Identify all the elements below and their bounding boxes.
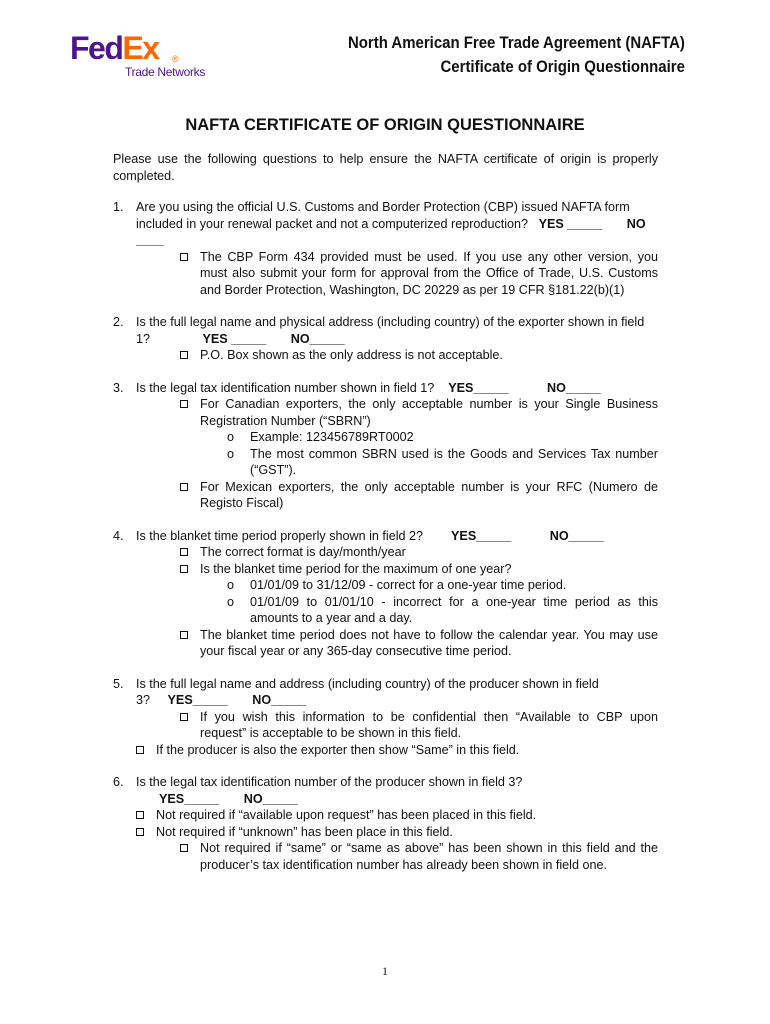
bullet-item: o 01/01/09 to 01/01/10 - incorrect for a one-year time period as this amounts to a year and a day.: [227, 594, 658, 625]
checkbox-square-icon: [180, 253, 188, 261]
document-title: NAFTA CERTIFICATE OF ORIGIN QUESTIONNAIRE: [185, 116, 585, 134]
header-title: [348, 31, 685, 79]
header-title-line1: North American Free Trade Agreement (NAFTA): [348, 33, 685, 52]
circle-bullet-icon: o: [227, 446, 235, 461]
circle-bullet-icon: o: [227, 578, 235, 592]
page-number: 1: [382, 964, 388, 978]
header-title-line2: Certificate of Origin Questionnaire: [440, 57, 685, 76]
yes-blank: YES _____: [538, 216, 603, 231]
checkbox-item: The correct format is day/month/year: [180, 544, 658, 561]
no-blank: NO_____: [290, 331, 345, 346]
no-blank: NO_____: [549, 528, 604, 543]
checkbox-item: If the producer is also the exporter then show “Same” in this field.: [136, 742, 658, 759]
checkbox-square-icon: [180, 400, 188, 408]
registered-mark: ®: [172, 54, 179, 64]
no-blank: NO_____: [546, 380, 601, 395]
circle-bullet-icon: o: [227, 430, 235, 444]
checkbox-square-icon: [180, 631, 188, 639]
checkbox-item: Not required if “unknown” has been place in this field.: [136, 824, 658, 841]
no-blank: NO_____: [252, 693, 307, 707]
question-number: 2.: [113, 315, 124, 329]
checkbox-square-icon: [180, 351, 188, 359]
bullet-item: o The most common SBRN used is the Goods and Services Tax number (“GST”).: [227, 446, 658, 477]
question-number: 6.: [113, 775, 124, 789]
yes-blank: YES_____: [159, 791, 220, 806]
checkbox-square-icon: [180, 565, 188, 573]
checkbox-item: Not required if “available upon request” has been placed in this field.: [136, 807, 658, 824]
no-blank: NO_____: [243, 791, 298, 806]
bullet-item: o Example: 123456789RT0002: [227, 430, 414, 444]
question-text: Is the blanket time period properly shown in field 2?: [136, 528, 424, 543]
fedex-trade-networks-logo: [70, 30, 220, 82]
question-5: [113, 676, 658, 759]
checkbox-square-icon: [136, 811, 144, 819]
no-blank: NO ____: [136, 216, 646, 247]
checkbox-item: Is the blanket time period for the maximum of one year?: [180, 561, 658, 578]
question-text: Is the legal tax identification number shown in field 1?: [136, 380, 435, 395]
question-3: [113, 380, 658, 512]
yes-blank: YES _____: [202, 331, 267, 346]
checkbox-item: For Canadian exporters, the only acceptable number is your Single Business Registration Number (“SBRN”): [180, 396, 658, 429]
logo-tagline: Trade Networks: [125, 65, 206, 79]
intro-paragraph: Please use the following questions to help ensure the NAFTA certificate of origin is properly completed.: [113, 152, 658, 183]
question-4: [113, 528, 658, 660]
question-text: Is the legal tax identification number of the producer shown in field 3?: [136, 775, 523, 789]
checkbox-item: Not required if “same” or “same as above” has been shown in this field and the producer’s tax identification number has already been shown in field one.: [180, 840, 658, 873]
checkbox-square-icon: [136, 746, 144, 754]
checkbox-square-icon: [180, 483, 188, 491]
question-1: [113, 199, 658, 298]
yes-blank: YES_____: [451, 528, 512, 543]
question-number: 4.: [113, 528, 124, 543]
question-text: Is the full legal name and physical address (including country) of the exporter shown in field 1?: [136, 315, 645, 346]
checkbox-square-icon: [180, 548, 188, 556]
checkbox-item: For Mexican exporters, the only acceptable number is your RFC (Numero de Registo Fiscal): [180, 479, 658, 512]
question-text: Is the full legal name and address (including country) of the producer shown in field 3?: [136, 676, 599, 707]
circle-bullet-icon: o: [227, 594, 235, 609]
checkbox-square-icon: [180, 844, 188, 852]
question-number: 1.: [113, 200, 124, 214]
question-number: 3.: [113, 380, 124, 395]
logo-wordmark: FedEx: [70, 30, 159, 66]
checkbox-item: The blanket time period does not have to follow the calendar year. You may use your fiscal year or any 365-day consecutive time period.: [180, 627, 658, 660]
bullet-item: o 01/01/09 to 31/12/09 - correct for a one-year time period.: [227, 578, 567, 592]
checkbox-item: If you wish this information to be confidential then “Available to CBP upon request” is acceptable to be shown in this field.: [180, 709, 658, 742]
question-text: Are you using the official U.S. Customs and Border Protection (CBP) issued NAFTA form included in your renewal packet and not a computerized reproduction?: [136, 200, 630, 231]
question-number: 5.: [113, 676, 124, 691]
question-6: [113, 774, 658, 873]
checkbox-item: The CBP Form 434 provided must be used. If you use any other version, you must also submit your form for approval from the Office of Trade, U.S. Customs and Border Protection, Washington, DC 20229 as per 19 CFR §181.22(b)(1): [180, 249, 658, 299]
yes-blank: YES_____: [167, 693, 228, 707]
checkbox-item: P.O. Box shown as the only address is not acceptable.: [180, 347, 658, 364]
yes-blank: YES_____: [448, 380, 509, 395]
checkbox-square-icon: [180, 713, 188, 721]
document-body: [113, 151, 658, 889]
question-2: [113, 314, 658, 364]
checkbox-square-icon: [136, 828, 144, 836]
